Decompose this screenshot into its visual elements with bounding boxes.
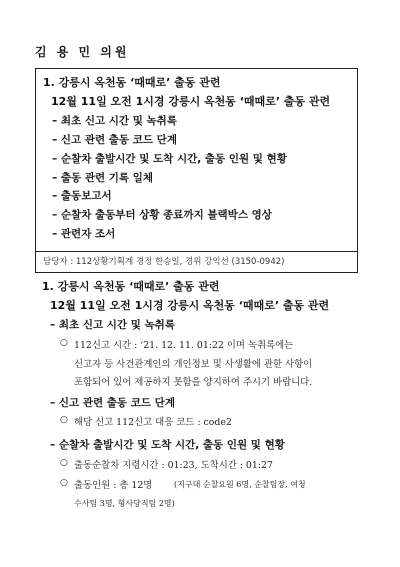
answer-section-heading: – 신고 관련 출동 코드 단계 [50, 397, 175, 409]
answer-section-heading: – 최초 신고 시간 및 녹취록 [50, 319, 175, 331]
request-box [35, 68, 358, 273]
bullet-icon: ○ [60, 338, 68, 348]
request-item: – 관련자 조서 [52, 228, 116, 240]
request-item: – 순찰차 출발시간 및 도착 시간, 출동 인원 및 현황 [52, 153, 287, 165]
answer-text: (지구대 순찰요원 6명, 순찰팀장, 여청 [174, 480, 306, 489]
answer-text: 포함되어 있어 제공하지 못함을 양지하여 주시기 바랍니다. [74, 377, 313, 388]
request-item: – 출동보고서 [52, 190, 112, 202]
bullet-icon: ○ [60, 478, 68, 488]
answer-text: 출동순찰차 지령시간 : 01:23, 도착시간 : 01:27 [74, 460, 273, 471]
contact-info: 담당자 : 112상황기획계 경정 한승일, 경위 강익선 (3150-0942) [36, 251, 357, 272]
answer-title: 1. 강릉시 옥천동 ‘때때로’ 출동 관련 [42, 280, 220, 293]
answer-section-heading: – 순찰차 출발시간 및 도착 시간, 출동 인원 및 현황 [50, 439, 285, 451]
request-title: 1. 강릉시 옥천동 ‘때때로’ 출동 관련 [43, 76, 221, 89]
answer-subtitle: 12월 11일 오전 1시경 강릉시 옥천동 ‘때때로’ 출동 관련 [50, 299, 330, 312]
request-item: – 출동 관련 기록 일체 [52, 172, 154, 184]
answer-text: 해당 신고 112신고 대응 코드 : code2 [74, 417, 232, 428]
answer-text: 수사팀 3명, 형사당직팀 2명) [74, 499, 175, 508]
bullet-icon: ○ [60, 415, 68, 425]
answer-text: 출동인원 : 총 12명 [74, 480, 153, 491]
member-name: 김 용 민 의원 [35, 45, 130, 59]
request-item: – 순찰차 출동부터 상황 종료까지 블랙박스 영상 [52, 209, 272, 221]
bullet-icon: ○ [60, 458, 68, 468]
request-item: – 신고 관련 출동 코드 단계 [52, 134, 177, 146]
request-item: – 최초 신고 시간 및 녹취록 [52, 115, 177, 127]
request-subtitle: 12월 11일 오전 1시경 강릉시 옥천동 ‘때때로’ 출동 관련 [51, 95, 331, 108]
answer-text: 신고자 등 사건관계인의 개인정보 및 사생활에 관한 사항이 [74, 359, 313, 370]
answer-text: 112신고 시간 : ‘21. 12. 11. 01:22 이며 녹취록에는 [74, 340, 294, 351]
